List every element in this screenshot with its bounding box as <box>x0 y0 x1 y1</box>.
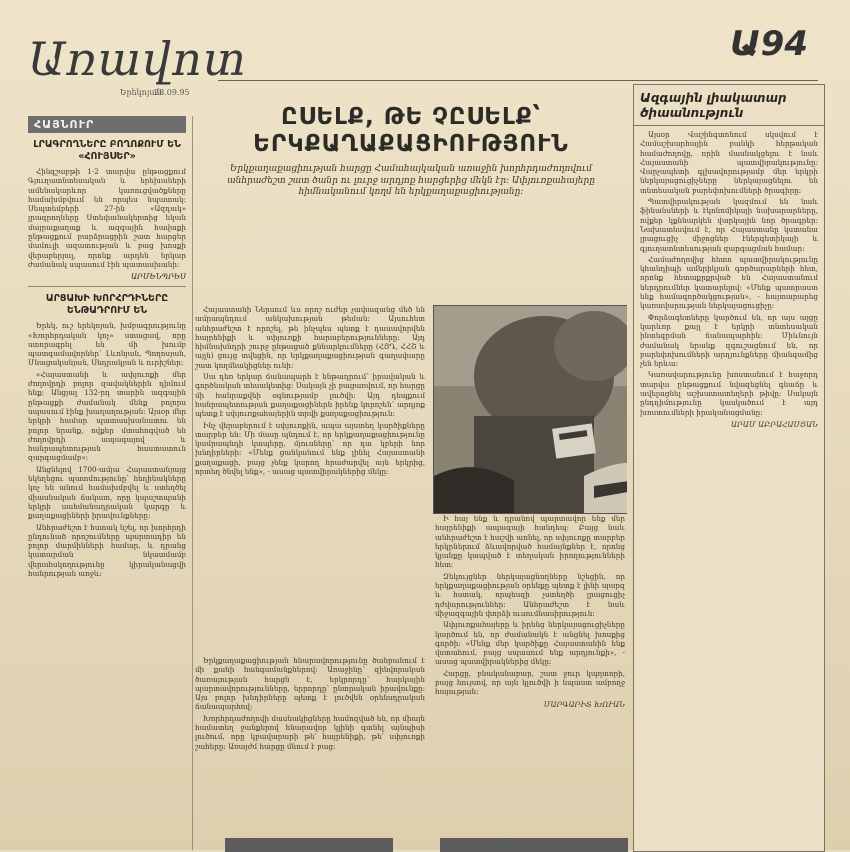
section-title: ՀԱՅՆՈՒՐ <box>28 116 186 133</box>
left-article1-body <box>28 167 186 269</box>
newspaper-logo: Առավոտ <box>28 32 247 86</box>
paragraph: Անցնելով 1700-ամյա Հայաստանյայց եկեղեցու պատմությունը՝ հեղինակները կոչ են անում համախմբվել և ստեղծել միասնական ճակատ, որը կպաշտպանի երկրի սահմանադրական կարգը և քաղաքացիների իրավունքները: <box>28 464 186 521</box>
right-headline: Ազգային լիակատար ծիաանություն <box>634 85 824 126</box>
right-column <box>633 84 825 852</box>
left-article2-headline: ԱՐՑԱԽԻ ԽՈՐՀՐԴԻՆԵՐԸ ԵՆԹԱԴՐՈՒՄ ԵՆ <box>45 293 169 317</box>
paragraph: Սա դեռ երկար ճանապարհ է ենթադրում՝ իրավական և գործնական տեսակետից: Սակայն չի բացառվում, որ հարցը մի հանրաքվեի օգնությամբ լուծվի: Այդ դեպքում հանրապետության քաղաքացիներն իրենք կորոշեն՝ արդյոք պետք է սփյուռքահայերին տրվի քաղաքացիություն: <box>195 372 425 419</box>
logo-subtitle: Երեկոյան <box>120 88 162 97</box>
paragraph: Այսօր Վաշինգտոնում սկսվում է Համաշխարհային բանկի հերթական համաժողովը, որին մասնակցելու է նաև Հայաստանի պատվիրակությունը: Վարչապետի գլխավորությամբ մեր երկրի ներկայացուցիչները ներկայացնելու են տնտեսական բարեփոխումների ծրագիրը: <box>640 130 818 195</box>
article-photo <box>433 305 627 514</box>
right-body <box>634 126 824 438</box>
main-column-c <box>435 514 625 850</box>
divider <box>28 286 186 287</box>
paragraph: Խորհրդաժողովի մասնակիցները համոզված են, որ միայն համատեղ ջանքերով հնարավոր կլինի գտնել այնպիսի լուծում, որը կբավարարի թե՛ հայրենիքի, թե՛ սփյուռքի շահերը: Առայժմ հարցը մնում է բաց: <box>195 713 425 751</box>
paragraph: Հայաստանի Ներսում ևս որոշ ուժեր չափազանց մեծ են ամրապնդում անկախության թեման: Այսուհետ անհրաժեշտ է որոշել, թե ինչպես պետք է դասավորվեն հայրենիքի և սփյուռքի հարաբերությունները: Այդ հիմնախնդրի շուրջ ընթացած քննարկումները (ՀՅԴ, ՀՀՇ և այլն) ցույց տվեցին, որ երկքաղաքացիության գաղափարը շատ կողմնակիցներ ունի: <box>195 305 425 370</box>
main-column-a <box>195 305 425 660</box>
paragraph: Ինչ վերաբերում է սփյուռքին, ապա այստեղ կարծիքները տարբեր են: Մի մասը պնդում է, որ երկքաղաքացիությունը կամրապնդի կապերը, մյուսները՝ որ դա կբերի նոր խնդիրների: «Մենք ցանկանում ենք լինել Հայաստանի քաղաքացի, բայց չենք կարող հրաժարվել այն երկրից, որտեղ ծնվել ենք», - ասաց պատվիրակներից մեկը: <box>195 420 425 477</box>
photo-image <box>434 306 627 513</box>
paragraph: Համաժողովից հետո պատվիրակությունը կհանդիպի ամերիկյան գործարարների հետ, որոնք հետաքրքրված են Հայաստանում ներդրումներ կատարելով: «Մենք պատրաստ ենք համագործակցության», - հայտարարեց կառավարության ներկայացուցիչը: <box>640 254 818 311</box>
right-signature: ԱՐԱՄ ԱԲՐԱՀԱՄՅԱՆ <box>730 419 818 429</box>
main-column-b <box>195 656 425 850</box>
main-signature: ՄԱՐԳԱՐԻՏ ԽՈՒԱՆ <box>543 699 625 709</box>
issue-date: 28.09.95 <box>154 88 190 97</box>
paragraph: Երկքաղաքացիության հնարավորությունը ծանրանում է մի քանի հանգամանքներով: Առաջինը՝ զինվորական ծառայության հարցն է, երկրորդը՝ հարկային պարտավորությունները, երրորդը՝ ընտրական իրավունքը: Այս բոլոր խնդիրները պետք է լուծվեն օրենսդրական ճանապարհով: <box>195 656 425 712</box>
paragraph: Զեկույցներ ներկայացնողները նշեցին, որ երկքաղաքացիության օրենքը պետք է լինի պարզ և հստակ, որպեսզի չստեղծի լրացուցիչ դժվարություններ: Անհրաժեշտ է նաև միջազգային փորձի ուսումնասիրություն: <box>435 571 625 618</box>
paragraph: Ի հայ ենք և դրանով պարտավոր ենք մեր հայրենիքի ապագայի հանդեպ: Բայց նաև անհրաժեշտ է հաշվի առնել, որ սփյուռքը տարբեր երկրներում ձևավորված համայնքներ է, որոնց կյանքը կապված է տեղական իրողությունների հետ: <box>435 514 625 570</box>
left-article1-signature: ԱՐՄԵՆՊՐԵՍ <box>130 272 186 282</box>
masthead-rule <box>218 80 818 81</box>
paragraph: Հարցը, բնականաբար, շատ ջուր կպղտորի, բայց հույսով, որ այն կլուծվի ի նպաստ ամբողջ հայության: <box>435 668 625 697</box>
left-article2-body <box>28 321 186 578</box>
main-headline: ԸՍԵԼՔ, ԹԵ ՉԸՍԵԼՔ՝ ԵՐԿՔԱՂԱՔԱՑԻՈՒԹՅՈՒՆ <box>253 104 569 157</box>
main-lead: Երկքաղաքացիության հարցը Համահայկական առաջին խորհրդաժողովում անհրաժեշտ շատ ծանր ու լուրջ արդյոք հարցերից մեկն էր: Ափյուռքահայերը հիմնականում կողմ են երկքաղաքացիությանը: <box>227 164 595 197</box>
left-column <box>28 116 193 850</box>
main-article <box>195 100 627 850</box>
left-article1-headline: ԼՐԱԳՐՈՂՆԵՐԸ ԲՈՂՈՔՈՒՄ ԵՆ «ՀՈՒՅՍԵՐ» <box>33 139 181 162</box>
paragraph: Հինգշաբթի 1-2 տարվա ընթացքում Գյուղատնտեսական և երեխաների ամենակարևոր կառուցվածքները համախմբվում են որպես նպատակ: Սեպտեմբերի 27-ին «Ազդակ» լրագրողները Ստեփանակերտից եկան մայրաքաղաք և ազգային հավաքի ընթացքում բարձրացրին շատ հարցեր մամուլի ազատության և բաց խոսքի վերաբերյալ, որոնք արդեն երկար ժամանակ սպասում էին պատասխանի: <box>28 167 186 269</box>
paragraph: Անհրաժեշտ է հստակ նշել, որ խորհրդի ընդունած որոշումները պարտադիր են բոլոր մարմինների համար, և դրանց կատարման նկատմամբ վերահսկողությունը կիրականացվի հանրության առջև: <box>28 522 186 578</box>
paragraph: Փորձագետները կարծում են, որ այս այցը կարևոր քայլ է երկրի տնտեսական ինտեգրման ճանապարհին: Միևնույն ժամանակ նրանք զգուշացնում են, որ բարեփոխումների արդյունքները միանգամից չեն երևա: <box>640 312 818 369</box>
paragraph: Կառավարությունը խոստանում է հաջորդ տարվա ընթացքում նվազեցնել գնաճը և ավելացնել աշխատատեղերի թիվը: Սակայն ընդդիմությունը կասկածում է այդ խոստումների իրականացմանը: <box>640 370 818 417</box>
paragraph: Երեկ, ուշ երեկոյան, խմբագրությունը «Խորհրդական կոչ» ստացավ, որը ստորագրել են մի խումբ պատգամավորներ՝ Լևոնյան, Պողոսյան, Մնացականյան, Սեդրակյան և ուրիշներ: <box>28 321 186 368</box>
paragraph: «Հայաստանի և ափյուռքի մեր ժողովրդի բոլոր զավակներին դիմում ենք: Անցյալ 132-րդ տարին ազգային ընթացքի ժամանակ մենք բոլորս սպասում էինք խաղաղության: Այսօր մեր երկրի համար պատասխանատու են բոլոր նրանք, ովքեր մտահոգված են ժողովրդի ապագայով և հանրապետության հաստատուն զարգացմամբ»: <box>28 369 186 463</box>
page-number: Ա94 <box>729 24 808 64</box>
paragraph: Ափյուռքահայերը և իրենց ներկայացուցիչները կարծում են, որ ժամանակն է անցնել խոսքից գործի: «Մենք մեր կարծիքը Հայաստանին ենք վստահում, բայց սպասում ենք արդյունքի», - ասաց պատվիրակներից մեկը: <box>435 620 625 667</box>
paragraph: Պատվիրակության կազմում են նաև ֆինանսների և էկոնոմիկայի նախարարները, ովքեր կքննարկեն վարկային նոր ծրագրեր: Նախատեսվում է, որ Հայաստանը կստանա լրացուցիչ միջոցներ էներգետիկայի և գյուղատնտեսության զարգացման համար: <box>640 197 818 253</box>
